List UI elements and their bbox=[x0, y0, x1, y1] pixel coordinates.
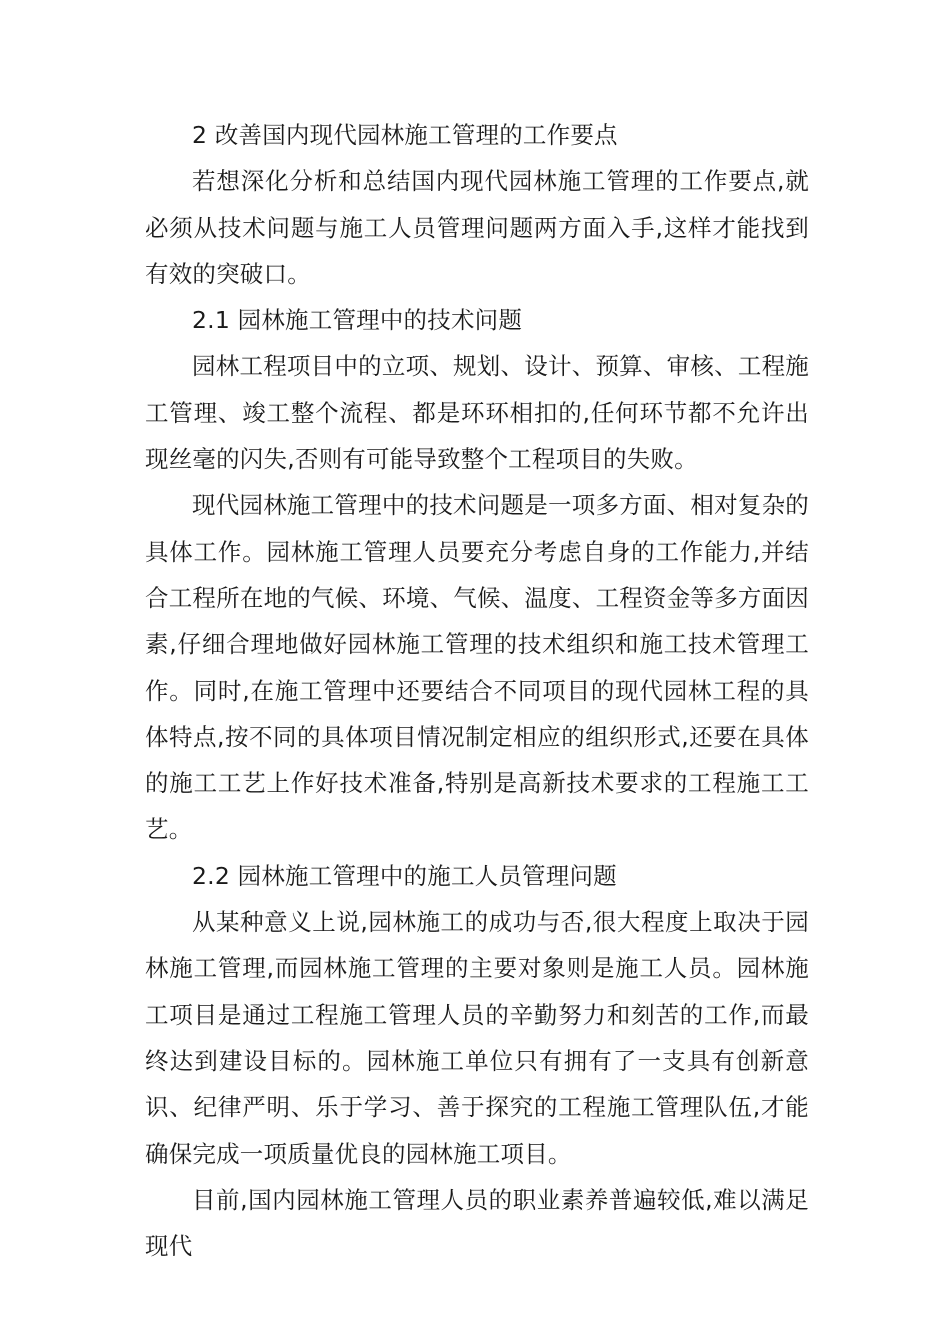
body-paragraph: 园林工程项目中的立项、规划、设计、预算、审核、工程施工管理、竣工整个流程、都是环环相扣的,任何环节都不允许出现丝毫的闪失,否则有可能导致整个工程项目的失败。 bbox=[145, 352, 809, 474]
subsection-heading: 2.2 园林施工管理中的施工人员管理问题 bbox=[192, 861, 617, 890]
body-paragraph: 目前,国内园林施工管理人员的职业素养普遍较低,难以满足现代 bbox=[145, 1185, 809, 1261]
body-paragraph: 从某种意义上说,园林施工的成功与否,很大程度上取决于园林施工管理,而园林施工管理的主要对象则是施工人员。园林施工项目是通过工程施工管理人员的辛勤努力和刻苦的工作,而最终达到建设目标的。园林施工单位只有拥有了一支具有创新意识、纪律严明、乐于学习、善于探究的工程施工管理队伍,才能确保完成一项质量优良的园林施工项目。 bbox=[145, 908, 809, 1168]
body-paragraph: 若想深化分析和总结国内现代园林施工管理的工作要点,就必须从技术问题与施工人员管理问题两方面入手,这样才能找到有效的突破口。 bbox=[145, 167, 809, 288]
body-paragraph: 现代园林施工管理中的技术问题是一项多方面、相对复杂的具体工作。园林施工管理人员要充分考虑自身的工作能力,并结合工程所在地的气候、环境、气候、温度、工程资金等多方面因素,仔细合理地做好园林施工管理的技术组织和施工技术管理工作。同时,在施工管理中还要结合不同项目的现代园林工程的具体特点,按不同的具体项目情况制定相应的组织形式,还要在具体的施工工艺上作好技术准备,特别是高新技术要求的工程施工工艺。 bbox=[145, 491, 809, 844]
document-page bbox=[145, 112, 809, 1269]
subsection-heading: 2.1 园林施工管理中的技术问题 bbox=[192, 306, 523, 335]
section-heading: 2 改善国内现代园林施工管理的工作要点 bbox=[192, 121, 618, 149]
